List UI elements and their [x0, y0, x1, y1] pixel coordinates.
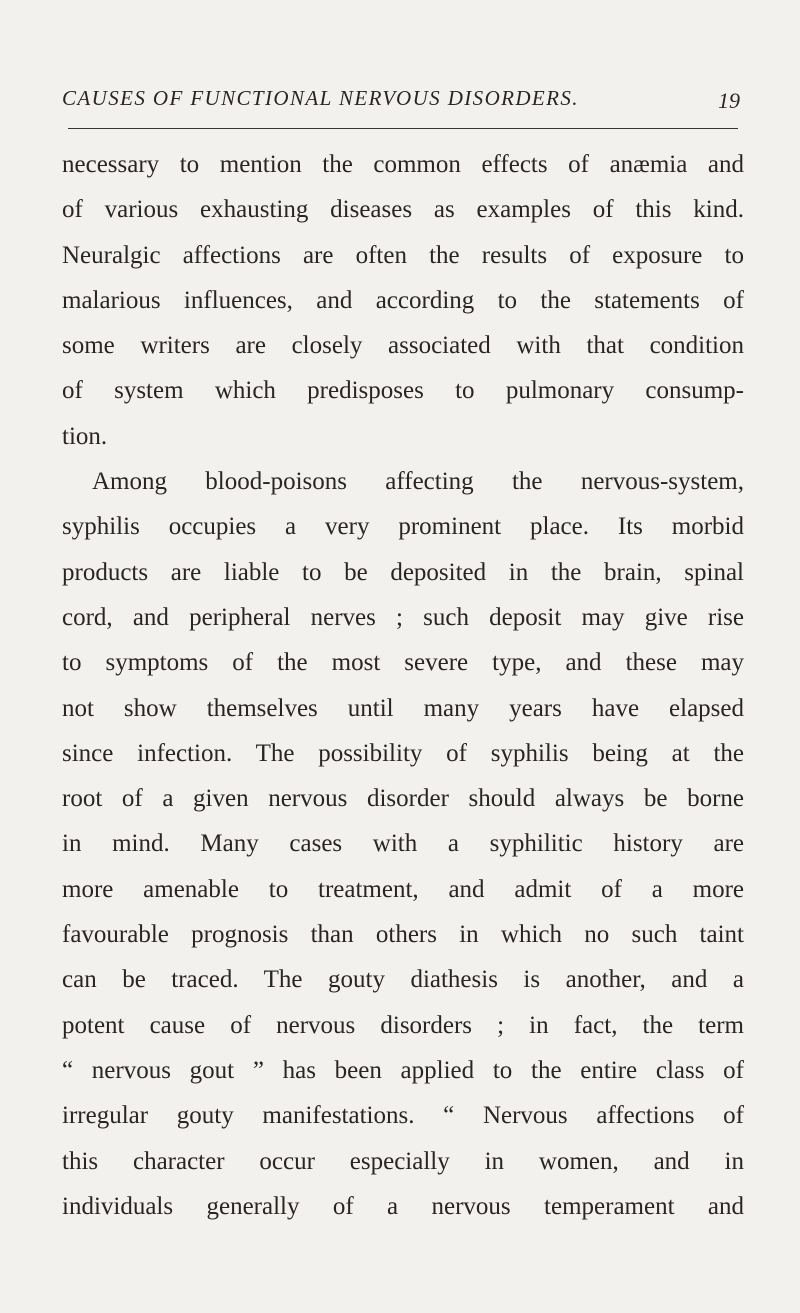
- paragraph-start-line: Among blood-poisons affecting the nervous-system,: [92, 468, 744, 496]
- text-line: “ nervous gout ” has been applied to the entire class of: [62, 1056, 744, 1084]
- text-line: since infection. The possibility of syphilis being at the: [62, 739, 744, 767]
- text-line: not show themselves until many years have elapsed: [62, 694, 744, 722]
- text-line: more amenable to treatment, and admit of a more: [62, 875, 744, 903]
- text-line: malarious influences, and according to the statements of: [62, 286, 744, 314]
- text-line: to symptoms of the most severe type, and these may: [62, 649, 744, 677]
- text-line: can be traced. The gouty diathesis is another, and a: [62, 966, 744, 994]
- text-line: syphilis occupies a very prominent place. Its morbid: [62, 513, 744, 541]
- text-line: products are liable to be deposited in the brain, spinal: [62, 558, 744, 586]
- text-line: this character occur especially in women, and in: [62, 1147, 744, 1175]
- running-title: CAUSES OF FUNCTIONAL NERVOUS DISORDERS.: [62, 86, 579, 110]
- text-line: potent cause of nervous disorders ; in fact, the term: [62, 1011, 744, 1039]
- running-head: [62, 80, 740, 120]
- page-number: 19: [718, 88, 740, 113]
- body-text: [62, 142, 744, 1229]
- text-line: individuals generally of a nervous temperament and: [62, 1192, 744, 1220]
- paragraph-end-line: tion.: [62, 422, 108, 450]
- text-line: of system which predisposes to pulmonary consump-: [62, 377, 744, 405]
- text-line: root of a given nervous disorder should always be borne: [62, 785, 744, 813]
- text-line: in mind. Many cases with a syphilitic history are: [62, 830, 744, 858]
- text-line: Neuralgic affections are often the results of exposure to: [62, 241, 744, 269]
- header-rule: [68, 128, 738, 129]
- text-line: some writers are closely associated with that condition: [62, 332, 744, 360]
- text-line: irregular gouty manifestations. “ Nervous affections of: [62, 1102, 744, 1130]
- text-line: cord, and peripheral nerves ; such deposit may give rise: [62, 603, 744, 631]
- text-line: necessary to mention the common effects of anæmia and: [62, 151, 744, 178]
- text-line: favourable prognosis than others in which no such taint: [62, 921, 744, 949]
- text-line: of various exhausting diseases as examples of this kind.: [62, 196, 744, 224]
